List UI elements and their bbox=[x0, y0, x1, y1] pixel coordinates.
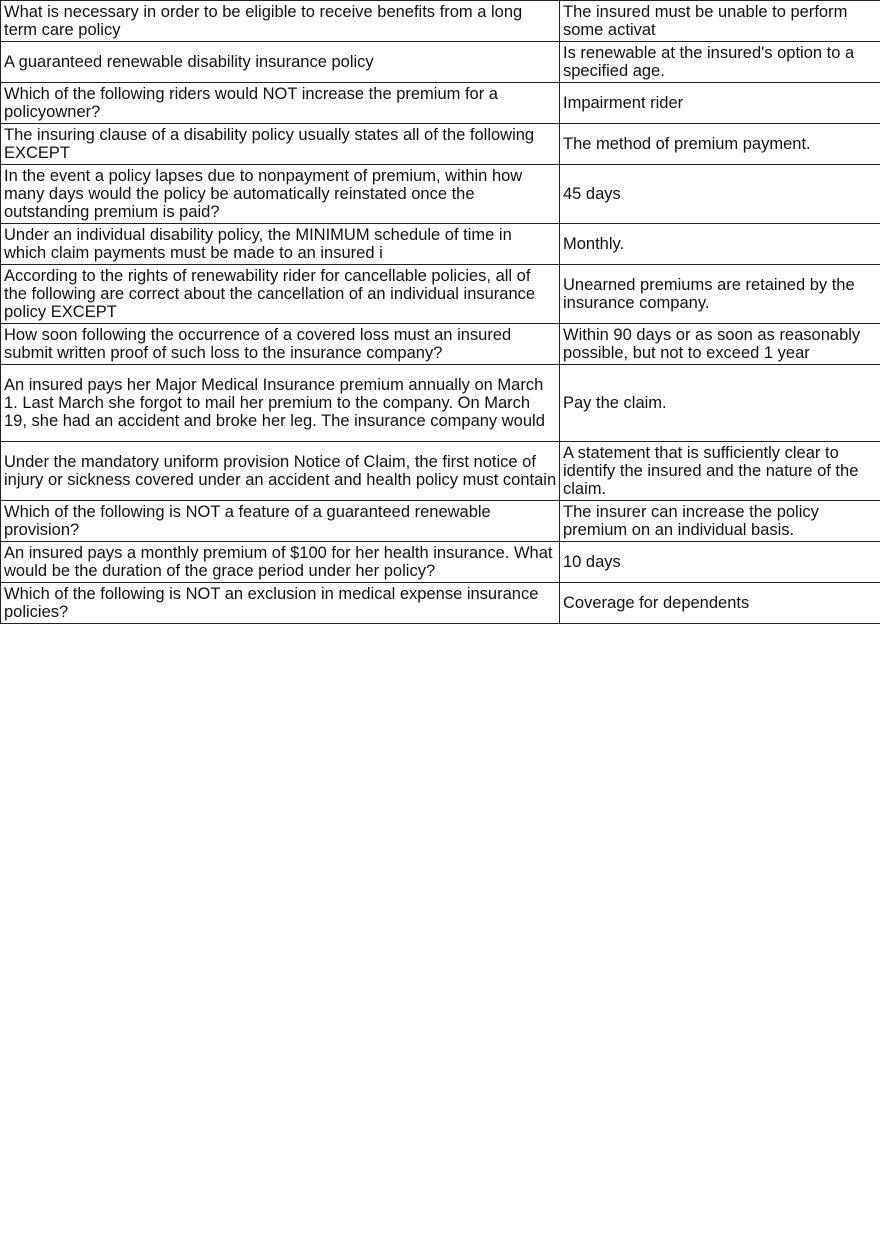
term-cell: The insuring clause of a disability policy usually states all of the following EXCEPT bbox=[1, 124, 560, 165]
table-row bbox=[1, 1, 880, 42]
table-row bbox=[1, 583, 880, 624]
definition-cell: Pay the claim. bbox=[560, 365, 880, 442]
definition-cell: Coverage for dependents bbox=[560, 583, 880, 624]
term-cell: How soon following the occurrence of a covered loss must an insured submit written proof of such loss to the insurance company? bbox=[1, 324, 560, 365]
table-row bbox=[1, 83, 880, 124]
term-cell: According to the rights of renewability rider for cancellable policies, all of the following are correct about the cancellation of an individual insurance policy EXCEPT bbox=[1, 265, 560, 324]
table-row bbox=[1, 224, 880, 265]
term-cell: Which of the following is NOT a feature of a guaranteed renewable provision? bbox=[1, 501, 560, 542]
term-cell: An insured pays a monthly premium of $100 for her health insurance. What would be the duration of the grace period under her policy? bbox=[1, 542, 560, 583]
definition-cell: 45 days bbox=[560, 165, 880, 224]
term-cell: Which of the following is NOT an exclusion in medical expense insurance policies? bbox=[1, 583, 560, 624]
table-row bbox=[1, 42, 880, 83]
term-cell: What is necessary in order to be eligible to receive benefits from a long term care policy bbox=[1, 1, 560, 42]
definition-cell: Within 90 days or as soon as reasonably possible, but not to exceed 1 year bbox=[560, 324, 880, 365]
definition-cell: 10 days bbox=[560, 542, 880, 583]
definition-cell: The method of premium payment. bbox=[560, 124, 880, 165]
table-row bbox=[1, 165, 880, 224]
definition-cell: The insurer can increase the policy premium on an individual basis. bbox=[560, 501, 880, 542]
table-row bbox=[1, 324, 880, 365]
term-cell: A guaranteed renewable disability insurance policy bbox=[1, 42, 560, 83]
term-cell: Under an individual disability policy, the MINIMUM schedule of time in which claim payments must be made to an insured i bbox=[1, 224, 560, 265]
definition-cell: Impairment rider bbox=[560, 83, 880, 124]
table-row bbox=[1, 442, 880, 501]
definition-cell: A statement that is sufficiently clear to identify the insured and the nature of the claim. bbox=[560, 442, 880, 501]
table-row bbox=[1, 501, 880, 542]
table-row bbox=[1, 542, 880, 583]
term-cell: Under the mandatory uniform provision Notice of Claim, the first notice of injury or sickness covered under an accident and health policy must contain bbox=[1, 442, 560, 501]
definition-cell: Is renewable at the insured's option to a specified age. bbox=[560, 42, 880, 83]
term-cell: Which of the following riders would NOT increase the premium for a policyowner? bbox=[1, 83, 560, 124]
table-row bbox=[1, 265, 880, 324]
term-cell: In the event a policy lapses due to nonpayment of premium, within how many days would the policy be automatically reinstated once the outstanding premium is paid? bbox=[1, 165, 560, 224]
definition-cell: Monthly. bbox=[560, 224, 880, 265]
definition-cell: Unearned premiums are retained by the insurance company. bbox=[560, 265, 880, 324]
term-cell: An insured pays her Major Medical Insurance premium annually on March 1. Last March she forgot to mail her premium to the company. On March 19, she had an accident and broke her leg. The insurance company would bbox=[1, 365, 560, 442]
table-row bbox=[1, 365, 880, 442]
table-row bbox=[1, 124, 880, 165]
definition-cell: The insured must be unable to perform some activat bbox=[560, 1, 880, 42]
